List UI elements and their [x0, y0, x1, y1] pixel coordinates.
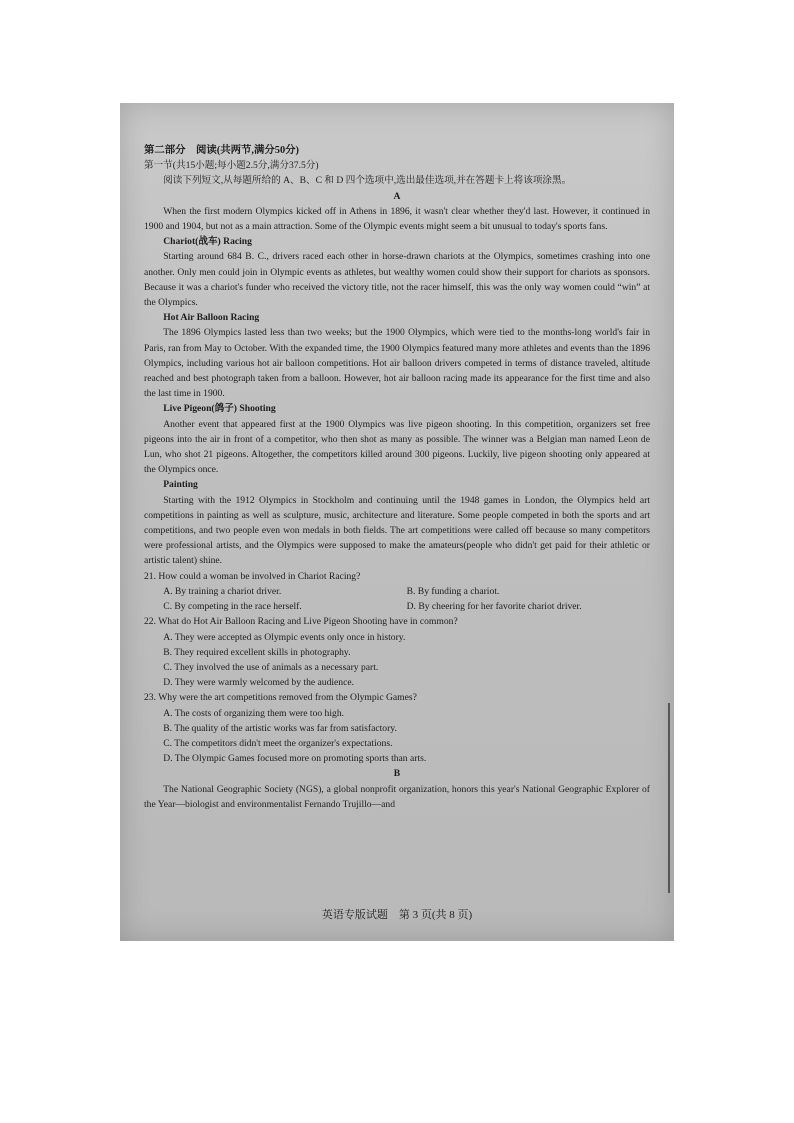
section-heading: 第一节(共15小题;每小题2.5分,满分37.5分) [144, 160, 319, 172]
page-footer: 英语专版试题 第 3 页(共 8 页) [321, 909, 473, 921]
page-content [144, 143, 650, 812]
question-23-option-a: A. The costs of organizing them were too high. [163, 707, 345, 719]
question-23-stem: 23. Why were the art competitions removed from the Olympic Games? [144, 692, 417, 704]
page-edge-shadow [668, 703, 670, 893]
question-22-option-a: A. They were accepted as Olympic events only once in history. [163, 631, 406, 643]
section-title-painting: Painting [163, 479, 198, 491]
passage-b-intro: The National Geographic Society (NGS), a global nonprofit organization, honors this year's National Geographic Explorer of the Year—biologist and environmentalist Fernando Trujillo—and [144, 783, 650, 810]
section-text-painting: Starting with the 1912 Olympics in Stockholm and continuing until the 1948 games in London, the Olympics held art competitions in painting as well as sculpture, music, architecture and literature. Some people competed in both the sports and art competitions, and two people even won medals in both fields. The art competitions were called off because so many competitors were professional artists, and the Olympics were supposed to make the amateurs(people who didn't get paid for their athletic or artistic talent) shine. [144, 494, 650, 567]
question-21-option-c: C. By competing in the race herself. [163, 601, 302, 613]
question-22-stem: 22. What do Hot Air Balloon Racing and Live Pigeon Shooting have in common? [144, 616, 458, 628]
passage-a-letter: A [393, 190, 401, 202]
passage-a-intro: When the first modern Olympics kicked off in Athens in 1896, it wasn't clear whether they'd last. However, it continued in 1900 and 1904, but not as a main attraction. Some of the Olympic events might seem a bit unusual to today's sports fans. [144, 205, 650, 233]
question-21-option-a: A. By training a chariot driver. [163, 585, 282, 597]
question-21-option-b: B. By funding a chariot. [406, 585, 500, 597]
question-21-options-row-1 [144, 584, 650, 599]
question-23-option-b: B. The quality of the artistic works was far from satisfactory. [163, 722, 397, 734]
section-text-pigeon: Another event that appeared first at the 1900 Olympics was live pigeon shooting. In this competition, organizers set free pigeons into the air in front of a competitor, who then shot as many as possible. The winner was a Belgian man named Leon de Lun, who shot 21 pigeons. Altogether, the competitors killed around 300 pigeons. Luckily, live pigeon shooting only appeared at the Olympics once. [144, 418, 650, 476]
question-22-option-d: D. They were warmly welcomed by the audience. [163, 677, 355, 689]
question-23-option-d: D. The Olympic Games focused more on promoting sports than arts. [163, 753, 427, 765]
section-title-pigeon: Live Pigeon(鸽子) Shooting [163, 403, 276, 415]
section-title-chariot: Chariot(战车) Racing [163, 236, 252, 248]
section-text-balloon: The 1896 Olympics lasted less than two weeks; but the 1900 Olympics, which were tied to the months-long world's fair in Paris, ran from May to October. With the expanded time, the 1900 Olympics featured many more athletes and events than the 1896 Olympics, including various hot air balloon competitions. Hot air balloon drivers competed in terms of distance traveled, altitude reached and best photograph taken from a balloon. However, hot air balloon racing made its appearance for the first time and also the last time in 1900. [144, 327, 650, 400]
part-heading: 第二部分 阅读(共两节,满分50分) [144, 145, 299, 156]
question-21-stem: 21. How could a woman be involved in Chariot Racing? [144, 570, 361, 582]
section-title-balloon: Hot Air Balloon Racing [163, 312, 260, 324]
question-21-options-row-2 [144, 599, 650, 614]
scanned-page-photo [120, 103, 674, 941]
question-21-option-d: D. By cheering for her favorite chariot driver. [406, 601, 582, 613]
instructions: 阅读下列短文,从每题所给的 A、B、C 和 D 四个选项中,选出最佳选项,并在答题卡上将该项涂黑。 [163, 175, 572, 187]
question-23-option-c: C. The competitors didn't meet the organizer's expectations. [163, 737, 393, 749]
question-22-option-c: C. They involved the use of animals as a necessary part. [163, 661, 379, 673]
question-22-option-b: B. They required excellent skills in photography. [163, 646, 351, 658]
passage-b-letter: B [393, 768, 401, 780]
section-text-chariot: Starting around 684 B. C., drivers raced each other in horse-drawn chariots at the Olympics, sometimes crashing into one another. Only men could join in Olympic events as athletes, but wealthy women could show their support for chariots as sponsors. Because it was a chariot's funder who received the victory title, not the racer himself, this was the only way women could “win” at the Olympics. [144, 251, 650, 309]
